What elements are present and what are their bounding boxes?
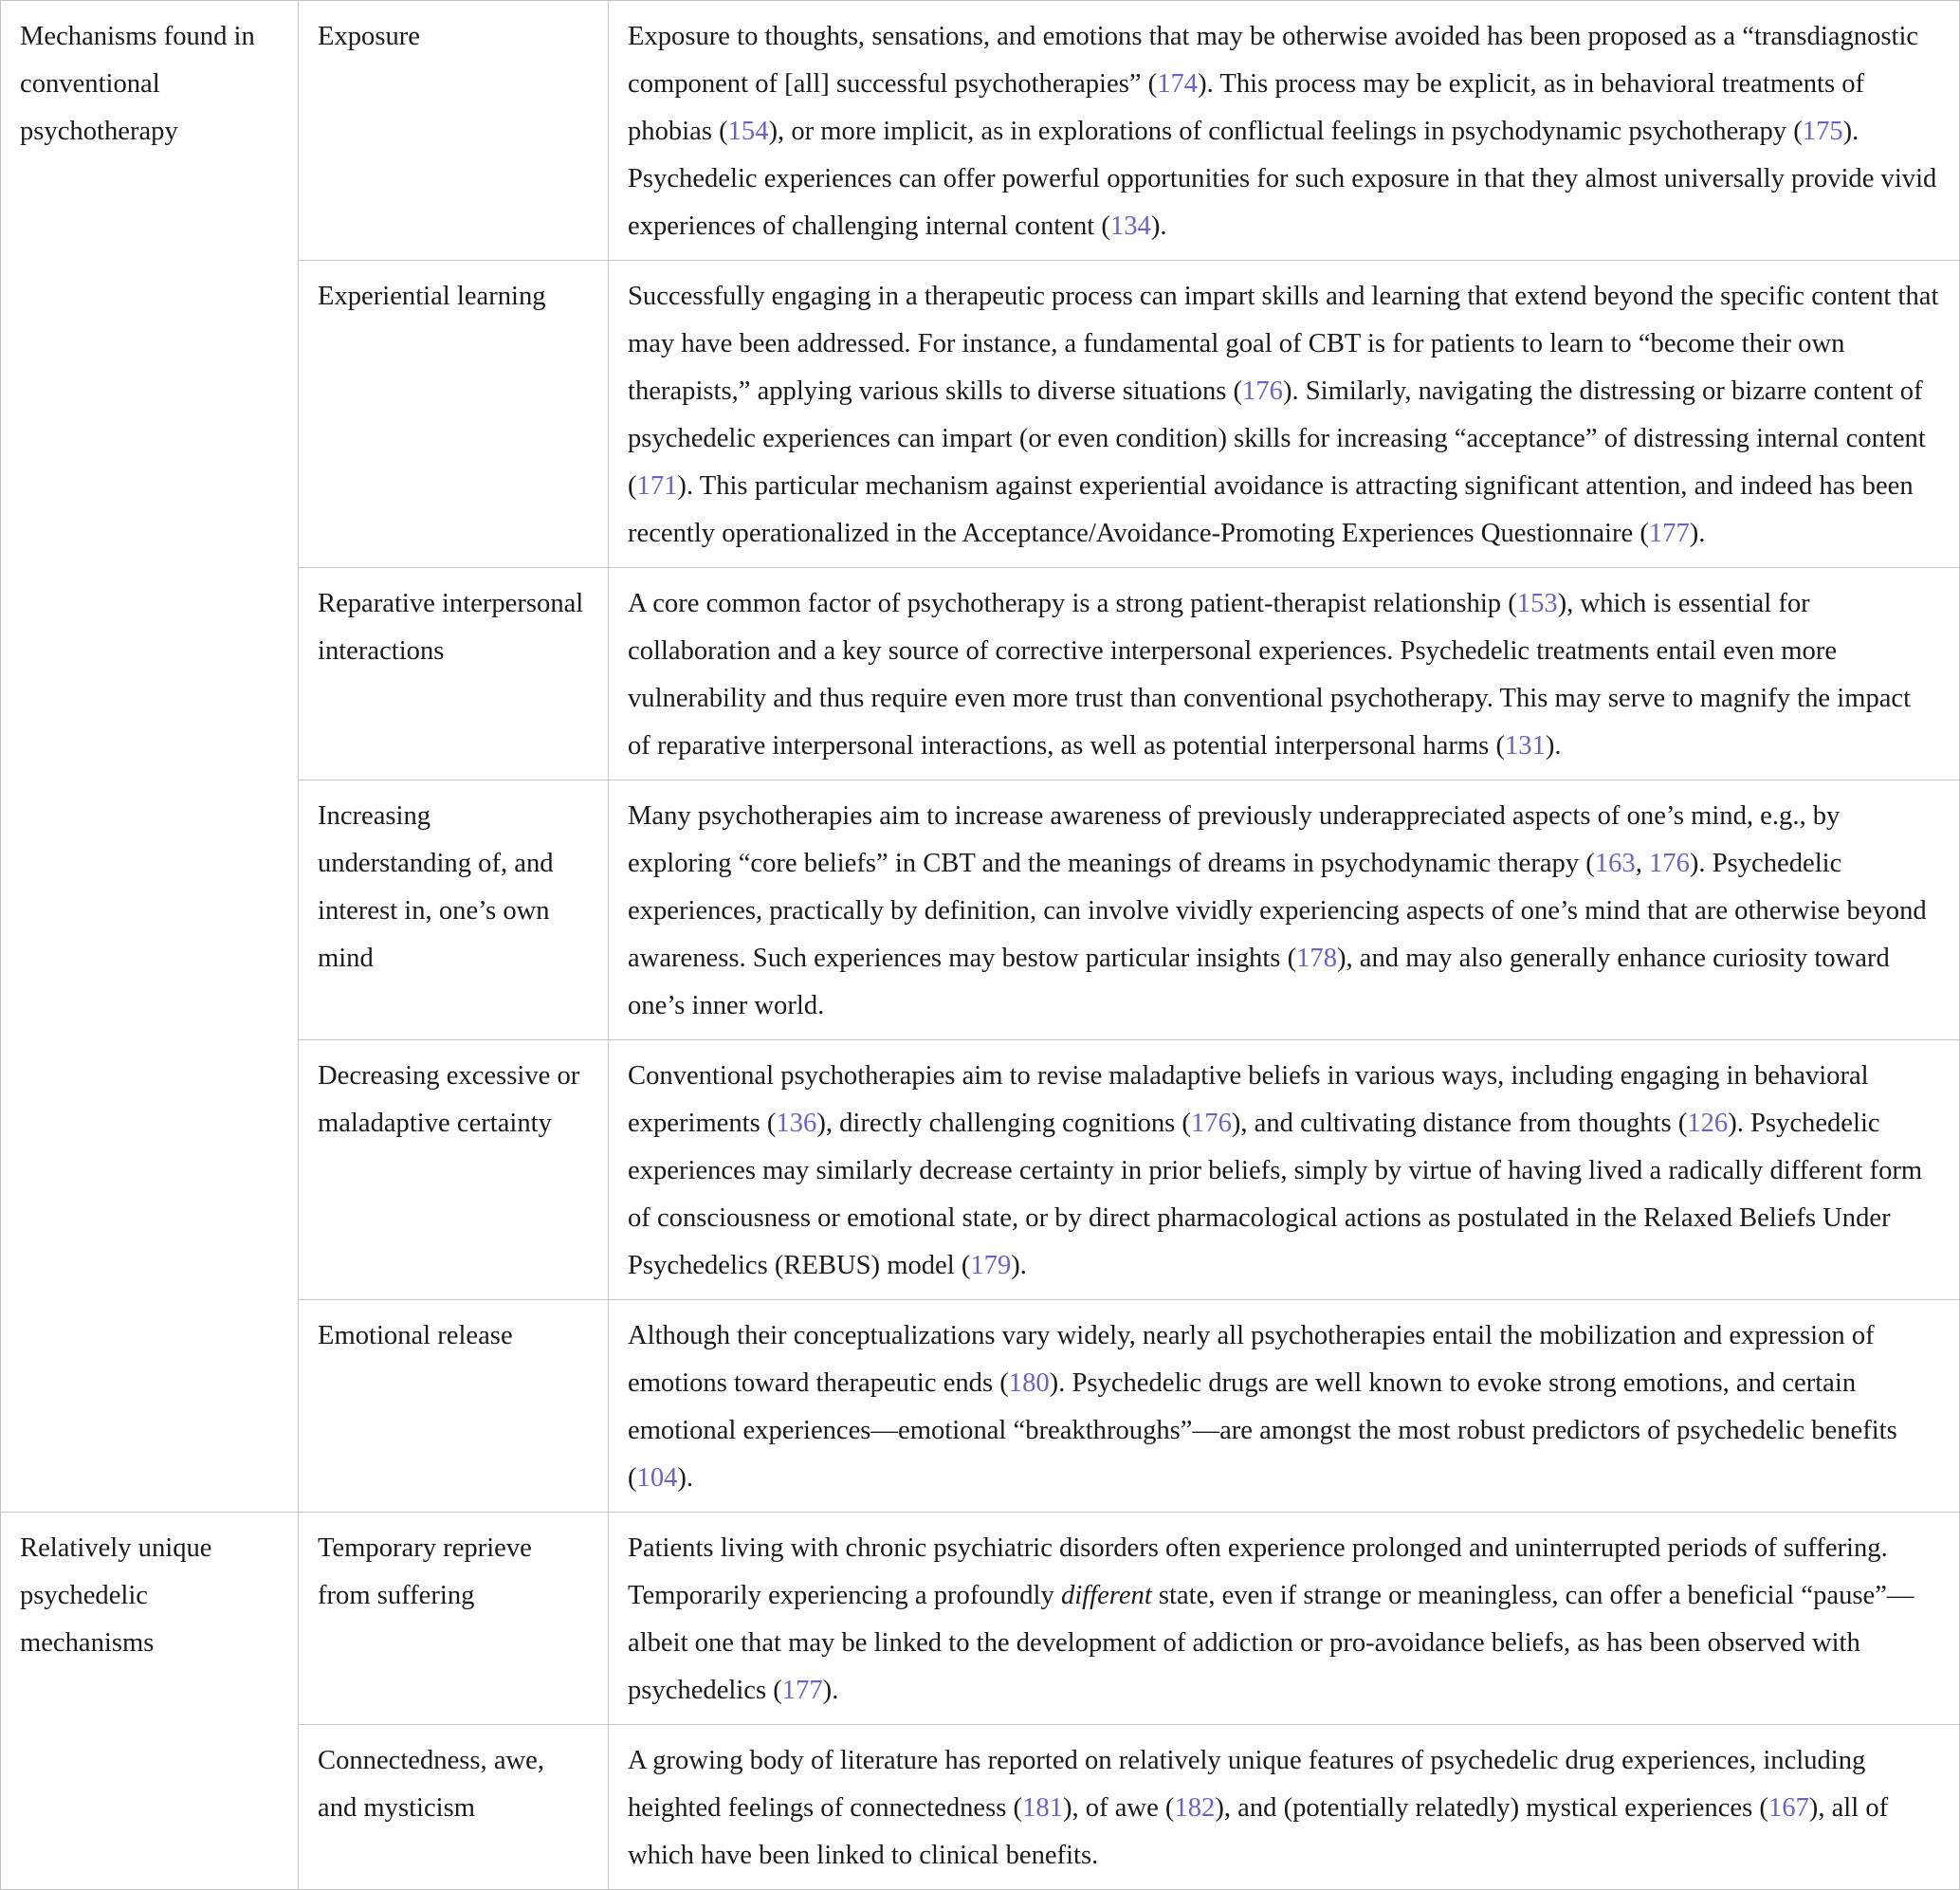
description-text: ). Psychedelic experiences, practically by definition, can involve vividly experiencing aspects of one’s mind that are otherwise beyond awareness. Such experiences may bestow particular insights ( [628, 849, 1927, 973]
description-text: ), all of which have been linked to clinical benefits. [628, 1793, 1889, 1870]
description-text: ). [1150, 211, 1167, 241]
description-text: ), which is essential for collaboration and a key source of corrective interpersonal experiences. Psychedelic treatments entail even more vulnerability and thus require even more trust than conventional psychotherapy. This may serve to magnify the impact of reparative interpersonal interactions, as well as potential interpersonal harms ( [628, 589, 1912, 761]
reference-link[interactable]: 182 [1174, 1793, 1216, 1823]
reference-link[interactable]: 177 [781, 1676, 823, 1705]
reference-link[interactable]: 176 [1649, 849, 1690, 878]
description-text: ), of awe ( [1062, 1793, 1175, 1823]
description-cell [609, 1513, 1960, 1725]
description-text: ). [1011, 1251, 1027, 1280]
mechanism-cell: Temporary reprieve from suffering [299, 1513, 609, 1725]
mechanism-cell: Decreasing excessive or maladaptive certainty [299, 1040, 609, 1300]
description-text: ). [822, 1676, 839, 1705]
reference-link[interactable]: 136 [776, 1109, 817, 1138]
description-text: ), and may also generally enhance curiosity toward one’s inner world. [628, 944, 1890, 1020]
description-text: A core common factor of psychotherapy is a strong patient-therapist relationship ( [628, 589, 1517, 618]
description-cell [609, 1300, 1960, 1513]
description-text: ), and cultivating distance from thoughts ( [1231, 1109, 1688, 1138]
reference-link[interactable]: 180 [1008, 1368, 1050, 1398]
reference-link[interactable]: 131 [1504, 731, 1546, 761]
description-cell [609, 568, 1960, 780]
description-text: Patients living with chronic psychiatric disorders often experience prolonged and uninterrupted periods of suffering. Temporarily experiencing a profoundly [628, 1533, 1888, 1610]
mechanism-cell: Connectedness, awe, and mysticism [299, 1725, 609, 1890]
description-text: ). [1689, 519, 1706, 548]
description-text: ). Psychedelic experiences can offer powerful opportunities for such exposure in that they almost universally provide vivid experiences of challenging internal content ( [628, 117, 1937, 241]
category-cell: Mechanisms found in conventional psychotherapy [1, 1, 299, 1513]
reference-link[interactable]: 134 [1109, 211, 1151, 241]
reference-link[interactable]: 153 [1516, 589, 1558, 618]
reference-link[interactable]: 179 [970, 1251, 1012, 1280]
mechanism-cell: Reparative interpersonal interactions [299, 568, 609, 780]
description-text: ). Similarly, navigating the distressing or bizarre content of psychedelic experiences can impart (or even condition) skills for increasing “acceptance” of distressing internal content ( [628, 376, 1926, 501]
description-text: Although their conceptualizations vary widely, nearly all psychotherapies entail the mobilization and expression of emotions toward therapeutic ends ( [628, 1321, 1875, 1398]
description-text: ). [1545, 731, 1562, 761]
category-cell: Relatively unique psychedelic mechanisms [1, 1513, 299, 1890]
reference-link[interactable]: 178 [1296, 944, 1337, 973]
mechanism-cell: Increasing understanding of, and interest in, one’s own mind [299, 780, 609, 1040]
description-text: ). This particular mechanism against experiential avoidance is attracting significant attention, and indeed has been recently operationalized in the Acceptance/Avoidance-Promoting Experiences Questionnaire ( [628, 471, 1914, 548]
description-text: ), and (potentially relatedly) mystical experiences ( [1215, 1793, 1768, 1823]
description-text: ). [677, 1463, 694, 1493]
description-cell [609, 1725, 1960, 1890]
description-text: ), or more implicit, as in explorations of conflictual feelings in psychodynamic psychotherapy ( [768, 117, 1803, 146]
mechanism-cell: Experiential learning [299, 261, 609, 568]
mechanism-cell: Exposure [299, 1, 609, 261]
description-cell [609, 780, 1960, 1040]
reference-link[interactable]: 171 [636, 471, 678, 501]
reference-link[interactable]: 154 [727, 117, 769, 146]
reference-link[interactable]: 104 [636, 1463, 678, 1493]
description-cell [609, 1040, 1960, 1300]
description-text: Exposure to thoughts, sensations, and emotions that may be otherwise avoided has been proposed as a “transdiagnostic component of [all] successful psychotherapies” ( [628, 22, 1919, 99]
reference-link[interactable]: 177 [1648, 519, 1690, 548]
description-text: Conventional psychotherapies aim to revise maladaptive beliefs in various ways, including engaging in behavioral experiments ( [628, 1061, 1869, 1138]
reference-link[interactable]: 176 [1242, 376, 1283, 406]
reference-link[interactable]: 174 [1157, 69, 1199, 99]
reference-link[interactable]: 167 [1768, 1793, 1809, 1823]
reference-link[interactable]: 126 [1687, 1109, 1729, 1138]
description-text: A growing body of literature has reported on relatively unique features of psychedelic drug experiences, including heighted feelings of connectedness ( [628, 1746, 1866, 1823]
description-cell [609, 261, 1960, 568]
table-row [1, 1, 1960, 261]
reference-link[interactable]: 176 [1190, 1109, 1232, 1138]
description-text: ). Psychedelic experiences may similarly decrease certainty in prior beliefs, simply by virtue of having lived a radically different form of consciousness or emotional state, or by direct pharmacological actions as postulated in the Relaxed Beliefs Under Psychedelics (REBUS) model ( [628, 1109, 1923, 1280]
mechanisms-table-body [1, 1, 1960, 1890]
description-text: state, even if strange or meaningless, can offer a beneficial “pause”—albeit one that may be linked to the development of addiction or pro-avoidance beliefs, as has been observed with psychedelics ( [628, 1581, 1914, 1705]
reference-link[interactable]: 175 [1802, 117, 1843, 146]
table-row [1, 1513, 1960, 1725]
mechanism-cell: Emotional release [299, 1300, 609, 1513]
description-text: ), directly challenging cognitions ( [816, 1109, 1191, 1138]
description-text: ). Psychedelic drugs are well known to evoke strong emotions, and certain emotional experiences—emotional “breakthroughs”—are amongst the most robust predictors of psychedelic benefits ( [628, 1368, 1897, 1493]
description-cell [609, 1, 1960, 261]
description-text: , [1635, 849, 1649, 878]
reference-link[interactable]: 163 [1594, 849, 1636, 878]
emphasis-text: different [1060, 1581, 1152, 1610]
description-text: ). This process may be explicit, as in behavioral treatments of phobias ( [628, 69, 1865, 146]
reference-link[interactable]: 181 [1022, 1793, 1063, 1823]
description-text: Many psychotherapies aim to increase awareness of previously underappreciated aspects of one’s mind, e.g., by exploring “core beliefs” in CBT and the meanings of dreams in psychodynamic therapy ( [628, 801, 1841, 878]
description-text: Successfully engaging in a therapeutic process can impart skills and learning that extend beyond the specific content that may have been addressed. For instance, a fundamental goal of CBT is for patients to learn to “become their own therapists,” applying various skills to diverse situations ( [628, 282, 1939, 406]
